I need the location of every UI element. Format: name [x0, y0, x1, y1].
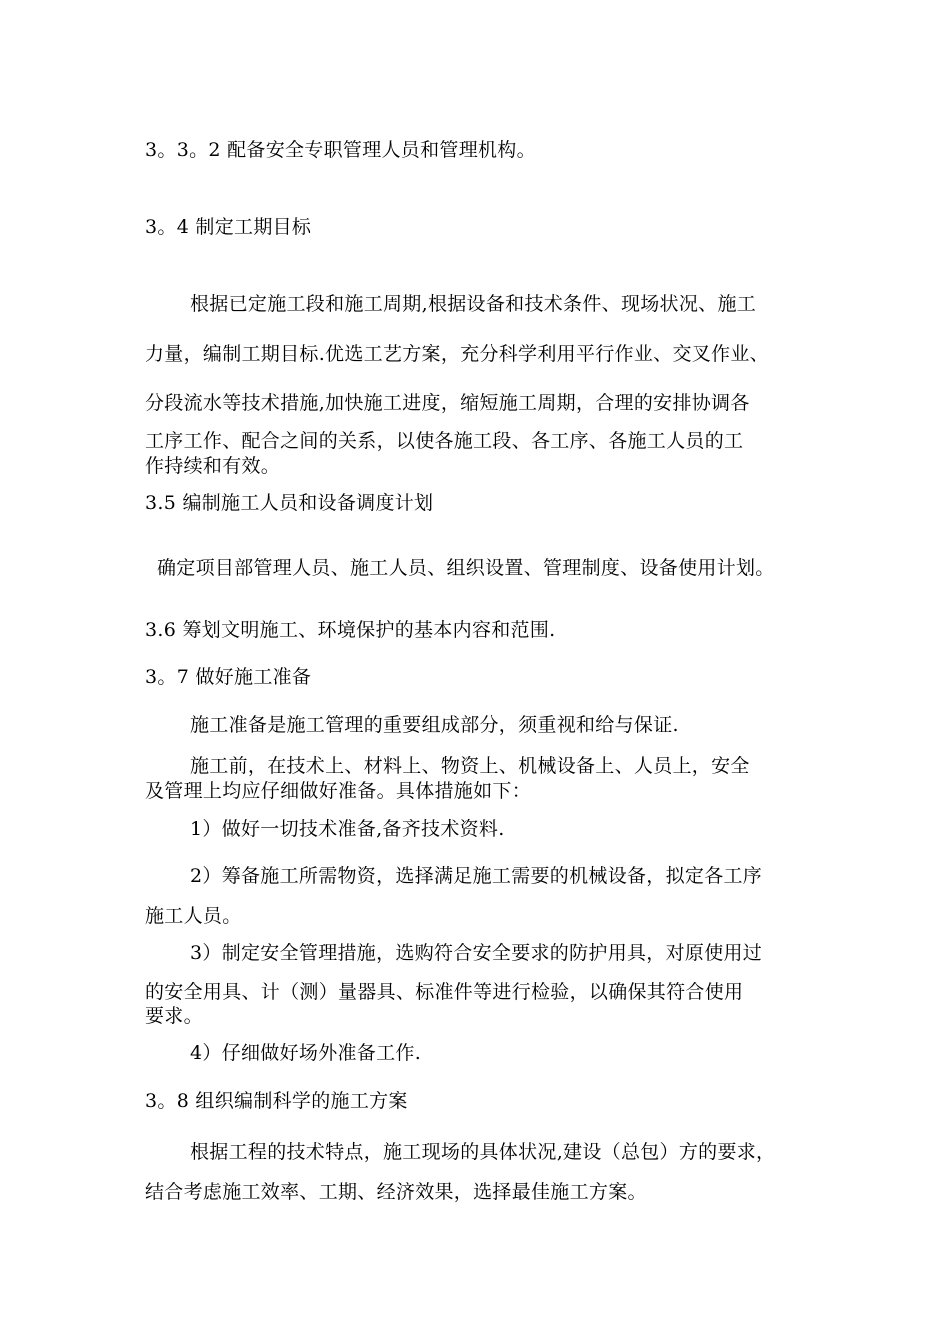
- paragraph-line: 根据已定施工段和施工周期,根据设备和技术条件、现场状况、施工: [190, 293, 757, 315]
- list-item-3: 3）制定安全管理措施，选购符合安全要求的防护用具，对原使用过: [190, 942, 763, 964]
- paragraph-line: 及管理上均应仔细做好准备。具体措施如下：: [145, 780, 532, 802]
- heading-3-5: 3.5 编制施工人员和设备调度计划: [145, 492, 434, 514]
- heading-3-3-2: 3。3。2 配备安全专职管理人员和管理机构。: [145, 139, 536, 161]
- paragraph-line: 施工前，在技术上、材料上、物资上、机械设备上、人员上，安全: [190, 755, 750, 777]
- list-item-2: 2）筹备施工所需物资，选择满足施工需要的机械设备，拟定各工序: [190, 865, 763, 887]
- list-item-3-cont: 的安全用具、计（测）量器具、标准件等进行检验，以确保其符合使用: [145, 981, 744, 1003]
- heading-3-6: 3.6 筹划文明施工、环境保护的基本内容和范围.: [145, 619, 556, 641]
- list-item-2-cont: 施工人员。: [145, 905, 242, 927]
- list-item-1: 1）做好一切技术准备,备齐技术资料.: [190, 818, 505, 840]
- paragraph-line: 分段流水等技术措施,加快施工进度，缩短施工周期，合理的安排协调各: [145, 392, 750, 414]
- heading-3-7: 3。7 做好施工准备: [145, 666, 312, 688]
- paragraph-line: 结合考虑施工效率、工期、经济效果，选择最佳施工方案。: [145, 1181, 647, 1203]
- list-item-3-cont: 要求。: [145, 1005, 203, 1027]
- paragraph-line: 工序工作、配合之间的关系，以使各施工段、各工序、各施工人员的工: [145, 430, 744, 452]
- paragraph-line: 根据工程的技术特点，施工现场的具体状况,建设（总包）方的要求，: [190, 1141, 776, 1163]
- paragraph-line: 力量，编制工期目标.优选工艺方案，充分科学利用平行作业、交叉作业、: [145, 343, 769, 365]
- paragraph-line: 确定项目部管理人员、施工人员、组织设置、管理制度、设备使用计划。: [157, 557, 775, 579]
- paragraph-line: 施工准备是施工管理的重要组成部分，须重视和给与保证.: [190, 714, 679, 736]
- heading-3-8: 3。8 组织编制科学的施工方案: [145, 1090, 408, 1112]
- list-item-4: 4）仔细做好场外准备工作.: [190, 1042, 422, 1064]
- paragraph-line: 作持续和有效。: [145, 455, 281, 477]
- heading-3-4: 3。4 制定工期目标: [145, 216, 312, 238]
